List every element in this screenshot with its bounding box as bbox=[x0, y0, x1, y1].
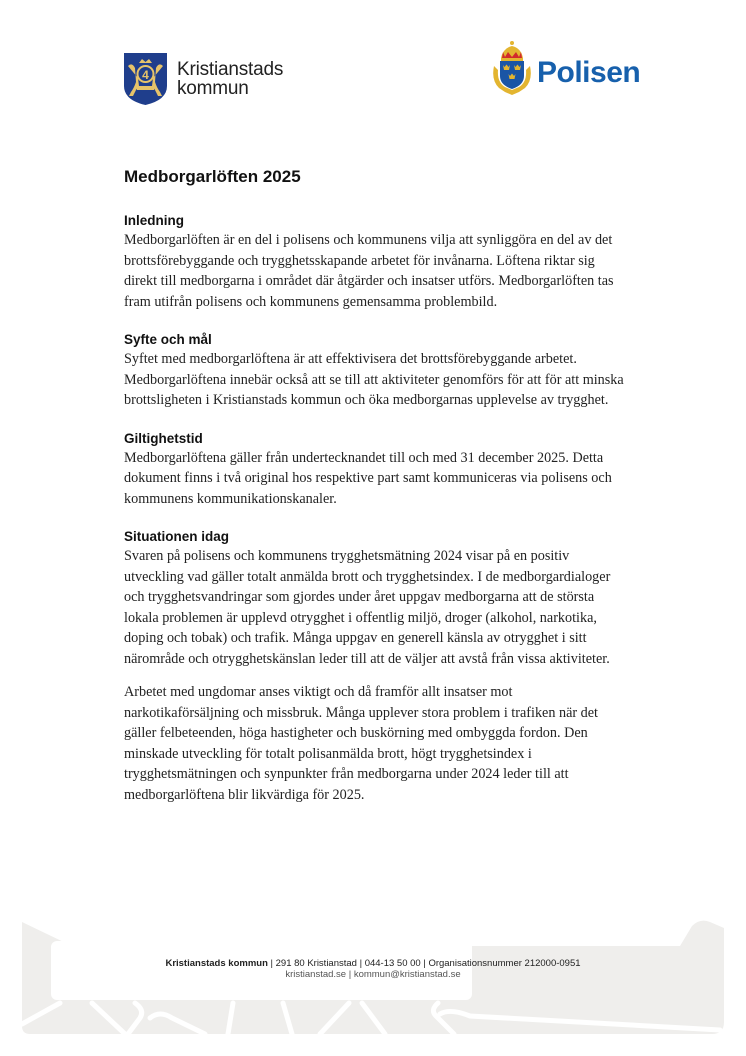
section-paragraph: Arbetet med ungdomar anses viktigt och då framför allt insatser mot narkotikaförsäljning och missbruk. Många upplever stora problem i trafiken när det gäller felbeteenden, höga hastigheter och buskörning med ombyggda fordon. Den minskade utveckling för totalt polisanmälda brott, högt trygghetsindex i trygghetsmätningen och synpunkter från medborgarna under 2024 leder till att medborgarlöftena blir likvärdiga för 2025. bbox=[124, 684, 598, 803]
footer-contact-line bbox=[0, 958, 746, 969]
section-giltighetstid bbox=[124, 430, 624, 510]
section-paragraph: Syftet med medborgarlöftena är att effektivisera det brottsförebyggande arbetet. Medborgarlöftena innebär också att se till att aktiviteter genomförs för att för att minska brottsligheten i Kristianstads kommun och öka medborgarnas upplevelse av trygghet. bbox=[124, 351, 624, 408]
document-body bbox=[124, 166, 624, 824]
police-crest-icon bbox=[491, 40, 533, 96]
section-paragraph: Medborgarlöftena gäller från undertecknandet till och med 31 december 2025. Detta dokument finns i två original hos respektive part samt kommuniceras via polisens och kommunens kommunikationskanaler. bbox=[124, 449, 612, 507]
section-paragraph: Svaren på polisens och kommunens trygghetsmätning 2024 visar på en positiv utveckling vad gäller totalt anmälda brott och trygghetsindex. I de medborgardialoger och trygghetsvandringar som gjordes under året uppgav medborgarna att de största lokala problemen är upplevd otrygghet i offentlig miljö, droger (alkohol, narkotika, doping och tobak) och trafik. Många uppgav en generell känsla av otrygghet i sitt närområde och otrygghetskänslan leder till att de väljer att avstå från vissa aktiviteter. bbox=[124, 548, 611, 667]
footer-org-name: Kristianstads kommun bbox=[165, 958, 268, 969]
footer-contact-details: | 291 80 Kristianstad | 044-13 50 00 | Organisationsnummer 212000-0951 bbox=[267, 958, 581, 969]
kristianstads-kommun-logo bbox=[123, 52, 283, 106]
svg-text:4: 4 bbox=[142, 68, 149, 82]
section-heading: Situationen idag bbox=[124, 529, 230, 544]
kommun-logo-line2: kommun bbox=[177, 78, 249, 99]
section-heading: Inledning bbox=[124, 213, 184, 228]
section-heading: Syfte och mål bbox=[124, 332, 212, 347]
document-title: Medborgarlöften 2025 bbox=[124, 167, 301, 186]
section-situationen-idag bbox=[124, 528, 624, 805]
section-syfte-och-mal bbox=[124, 331, 624, 411]
polisen-logo bbox=[491, 40, 640, 96]
section-paragraph: Medborgarlöften är en del i polisens och kommunens vilja att synliggöra en del av det brottsförebyggande och trygghetsskapande arbetet för invånarna. Löftena riktar sig direkt till medborgarna i området där åtgärder och insatser utförs. Medborgarlöften tas fram utifrån polisens och kommunens gemensamma problembild. bbox=[124, 232, 614, 310]
section-heading: Giltighetstid bbox=[124, 430, 203, 446]
coat-of-arms-icon bbox=[123, 52, 168, 106]
section-inledning bbox=[124, 212, 624, 312]
kommun-logo-line1: Kristianstads bbox=[177, 59, 284, 80]
polisen-logo-text: Polisen bbox=[537, 56, 641, 89]
footer-web-line-clipped: kristianstad.se | kommun@kristianstad.se bbox=[285, 969, 461, 980]
